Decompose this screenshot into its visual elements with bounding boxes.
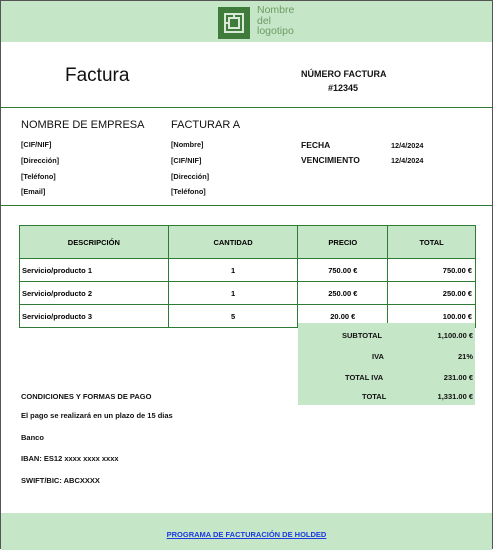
company-line: [Dirección] xyxy=(21,156,60,165)
date-value: 12/4/2024 xyxy=(391,141,424,150)
cell-description: Servicio/producto 1 xyxy=(20,259,169,282)
logo-icon xyxy=(218,7,250,39)
company-line: [CIF/NIF] xyxy=(21,140,52,149)
subtotal-value: 1,100.00 € xyxy=(437,331,473,340)
conditions-line: Banco xyxy=(21,433,44,442)
total-label: TOTAL xyxy=(362,392,387,401)
cell-price: 250.00 € xyxy=(298,282,388,305)
col-header-price: PRECIO xyxy=(298,226,388,259)
cell-quantity: 1 xyxy=(168,259,298,282)
total-iva-value: 231.00 € xyxy=(443,373,473,382)
cell-description: Servicio/producto 3 xyxy=(20,305,169,328)
cell-description: Servicio/producto 2 xyxy=(20,282,169,305)
conditions-line: SWIFT/BIC: ABCXXXX xyxy=(21,476,100,485)
conditions-heading: CONDICIONES Y FORMAS DE PAGO xyxy=(21,392,152,401)
table-row xyxy=(20,282,476,305)
cell-quantity: 5 xyxy=(168,305,298,328)
bill-to-heading: FACTURAR A xyxy=(171,119,241,131)
bill-to-line: [CIF/NIF] xyxy=(171,156,202,165)
logo-line: logotipo xyxy=(257,25,294,37)
logo-text xyxy=(257,5,294,37)
iva-value: 21% xyxy=(457,352,473,361)
cell-price: 750.00 € xyxy=(298,259,388,282)
divider xyxy=(1,107,492,108)
iva-label: IVA xyxy=(372,352,384,361)
date-label: FECHA xyxy=(301,140,331,150)
due-label: VENCIMIENTO xyxy=(301,155,360,165)
total-iva-label: TOTAL IVA xyxy=(345,373,384,382)
bill-to-line: [Dirección] xyxy=(171,172,210,181)
col-header-quantity: CANTIDAD xyxy=(168,226,298,259)
cell-price: 20.00 € xyxy=(298,305,388,328)
company-line: [Teléfono] xyxy=(21,172,56,181)
holded-link[interactable]: PROGRAMA DE FACTURACIÓN DE HOLDED xyxy=(166,530,327,539)
conditions-line: El pago se realizará en un plazo de 15 dias xyxy=(21,411,173,420)
bill-to-line: [Teléfono] xyxy=(171,187,206,196)
logo-mark-icon xyxy=(218,7,250,39)
total-value: 1,331.00 € xyxy=(437,392,473,401)
items-table xyxy=(19,225,476,328)
logo-line: del xyxy=(257,14,272,27)
bill-to-line: [Nombre] xyxy=(171,140,204,149)
cell-total: 250.00 € xyxy=(388,282,476,305)
col-header-description: DESCRIPCIÓN xyxy=(20,226,169,259)
invoice-number-label: NÚMERO FACTURA xyxy=(301,69,387,79)
cell-quantity: 1 xyxy=(168,282,298,305)
invoice-number: #12345 xyxy=(328,83,359,93)
company-heading: NOMBRE DE EMPRESA xyxy=(21,119,145,131)
logo-line: Nombre xyxy=(257,4,295,16)
divider xyxy=(1,205,492,206)
col-header-total: TOTAL xyxy=(388,226,476,259)
conditions-line: IBAN: ES12 xxxx xxxx xxxx xyxy=(21,454,119,463)
due-value: 12/4/2024 xyxy=(391,156,424,165)
company-line: [Email] xyxy=(21,187,46,196)
invoice-title: Factura xyxy=(65,65,130,86)
table-row xyxy=(20,259,476,282)
cell-total: 100.00 € xyxy=(388,305,476,328)
subtotal-label: SUBTOTAL xyxy=(342,331,383,340)
table-header-row xyxy=(20,226,476,259)
cell-total: 750.00 € xyxy=(388,259,476,282)
